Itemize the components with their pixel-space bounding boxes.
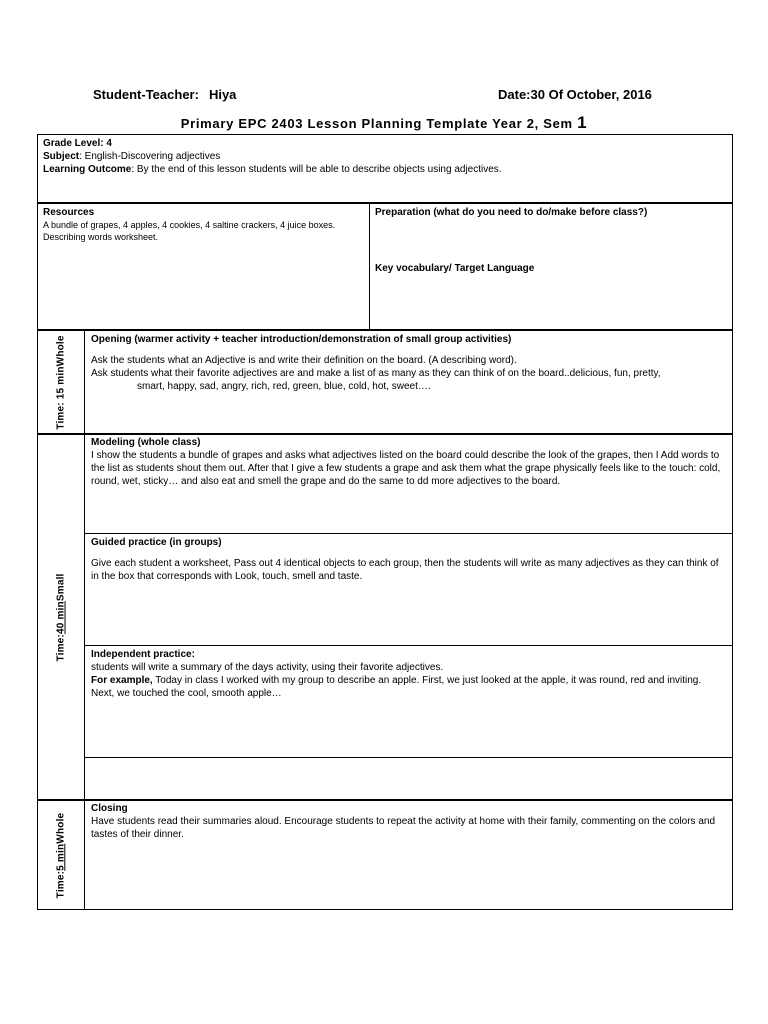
- title-sem: 1: [577, 113, 588, 132]
- opening-box: [37, 330, 733, 434]
- closing-time: [38, 801, 84, 909]
- subject-label: Subject: [43, 151, 80, 162]
- info-box: [37, 134, 733, 203]
- outcome-value: : By the end of this lesson students will be able to describe objects using adjectives.: [131, 164, 502, 175]
- middle-time: [38, 435, 84, 799]
- opening-line-1: Ask the students what an Adjective is and write their definition on the board. (A describing word).: [91, 355, 517, 366]
- closing-time-value: 5 min: [55, 843, 67, 871]
- closing-box: [37, 800, 733, 910]
- resources-label: Resources: [43, 207, 95, 218]
- opening-label: Opening (warmer activity + teacher introduction/demonstration of small group activities): [91, 334, 512, 345]
- resources-line-2: Describing words worksheet.: [43, 232, 159, 242]
- teacher-name: Hiya: [208, 87, 237, 102]
- grade-label: Grade Level:: [43, 138, 104, 149]
- modeling-label: Modeling (whole class): [91, 437, 201, 448]
- student-teacher: [93, 87, 236, 102]
- preparation-label: Preparation (what do you need to do/make before class?): [375, 207, 648, 218]
- opening-time-prefix: Time: 15 min: [55, 365, 67, 430]
- guided-label: Guided practice (in groups): [91, 537, 222, 548]
- guided-text: Give each student a worksheet, Pass out 4 identical objects to each group, then the students will write as many adjectives as they can think of in the box that corresponds with Look, touch, smell and taste.: [91, 558, 719, 582]
- grade-value: 4: [106, 138, 112, 149]
- grade-level: [43, 137, 728, 150]
- outcome-label: Learning Outcome: [43, 164, 132, 175]
- opening-line-2: Ask students what their favorite adjectives are and make a list of as many as they can think of on the board..delicious, fun, pretty,: [91, 368, 661, 379]
- modeling-text: I show the students a bundle of grapes and asks what adjectives listed on the board could describe the look of the grapes, then I Add words to the list as students shout them out. After that I give a few students a grape and ask them what the grape physically feels like to the touch: cold, round, wet, sticky… and also eat and smell the grape and do the same to dd more adjectives to the board.: [91, 450, 721, 487]
- resources-box: [37, 203, 733, 330]
- opening-time-mode: Whole: [55, 334, 67, 366]
- subject: [43, 150, 728, 163]
- closing-time-prefix: Time:: [55, 870, 67, 898]
- title-main: Primary EPC 2403 Lesson Planning Template Year 2, Sem: [180, 116, 573, 131]
- middle-time-value: 40 min: [55, 600, 67, 634]
- document-title: [0, 113, 768, 133]
- middle-time-prefix: Time:: [55, 633, 67, 662]
- closing-label: Closing: [91, 803, 128, 814]
- independent-label: Independent practice:: [91, 649, 195, 660]
- opening-line-3: smart, happy, sad, angry, rich, red, green, blue, cold, hot, sweet….: [137, 381, 431, 392]
- example-label: For example,: [91, 675, 153, 686]
- resources-line-1: A bundle of grapes, 4 apples, 4 cookies, 4 saltine crackers, 4 juice boxes.: [43, 220, 336, 230]
- closing-text: Have students read their summaries aloud. Encourage students to repeat the activity at home with their family, commenting on the colors and tastes of their dinner.: [91, 816, 716, 840]
- key-vocabulary-label: Key vocabulary/ Target Language: [375, 263, 535, 274]
- independent-line-1: students will write a summary of the days activity, using their favorite adjectives.: [91, 662, 444, 673]
- teacher-label: Student-Teacher:: [93, 87, 199, 102]
- independent-example: [91, 674, 726, 700]
- learning-outcome: [43, 163, 728, 176]
- opening-time: [38, 331, 84, 433]
- subject-value: : English-Discovering adjectives: [79, 151, 221, 162]
- example-text: Today in class I worked with my group to describe an apple. First, we just looked at the apple, it was round, red and inviting. Next, we touched the cool, smooth apple…: [91, 675, 702, 699]
- practice-box: [37, 434, 733, 800]
- middle-time-mode: Small: [55, 572, 67, 601]
- lesson-date: Date:30 Of October, 2016: [498, 87, 652, 102]
- closing-time-mode: Whole: [55, 812, 67, 844]
